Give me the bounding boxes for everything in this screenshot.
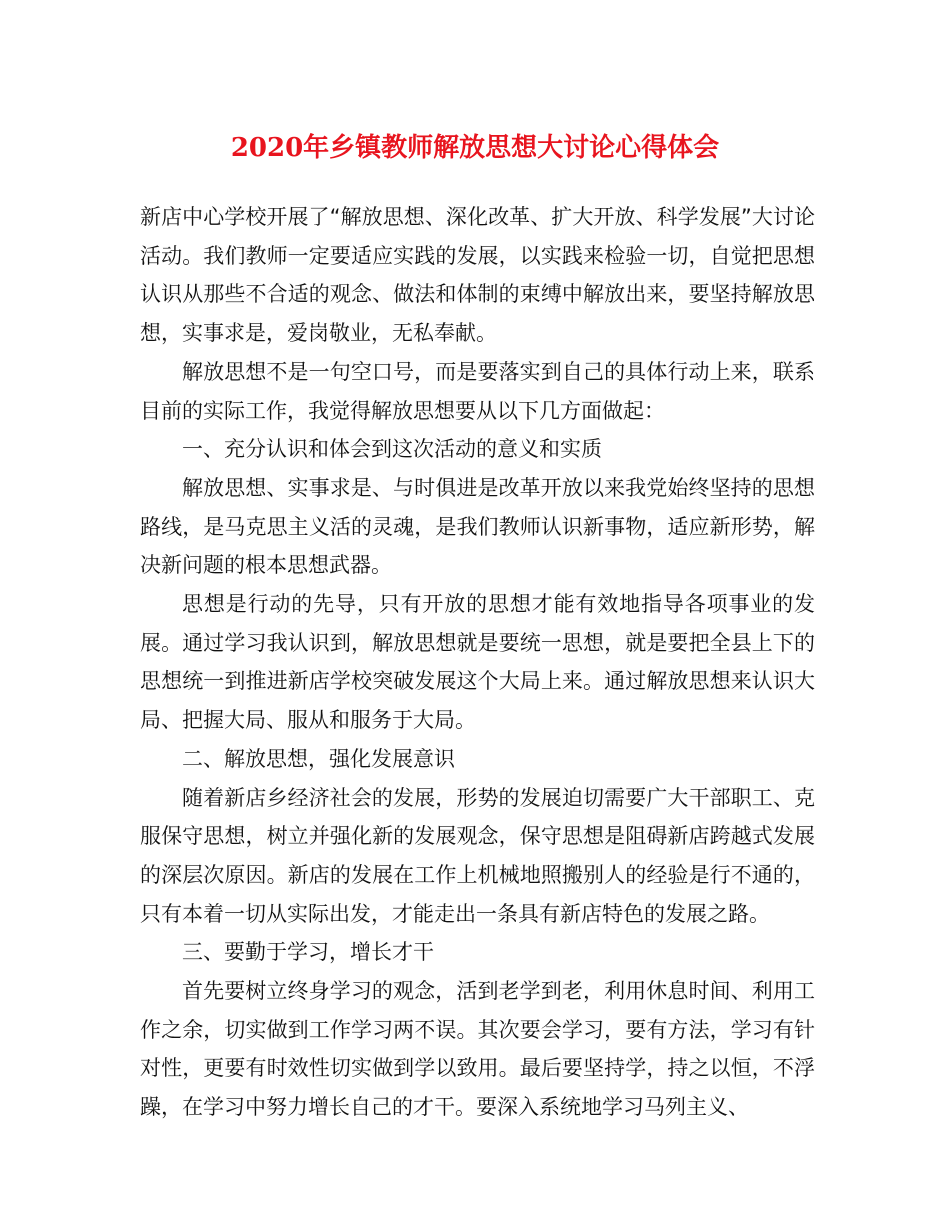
- document-title: 2020年乡镇教师解放思想大讨论心得体会: [230, 133, 720, 163]
- paragraph-section-1b: 思想是行动的先导，只有开放的思想才能有效地指导各项事业的发展。通过学习我认识到，解放思想就是要统一思想，就是要把全县上下的思想统一到推进新店学校突破发展这个大局上来。通过解放思想来认识大局、把握大局、服从和服务于大局。: [140, 592, 815, 733]
- paragraph-section-3: 首先要树立终身学习的观念，活到老学到老，利用休息时间、利用工作之余，切实做到工作学习两不误。其次要会学习，要有方法，学习有针对性，更要有时效性切实做到学以致用。最后要坚持学，持之以恒，不浮躁，在学习中努力增长自己的才干。要深入系统地学习马列主义、: [140, 979, 815, 1120]
- paragraph-intro: 新店中心学校开展了“解放思想、深化改革、扩大开放、科学发展”大讨论活动。我们教师一定要适应实践的发展，以实践来检验一切，自觉把思想认识从那些不合适的观念、做法和体制的束缚中解放出来，要坚持解放思想，实事求是，爱岗敬业，无私奉献。: [140, 205, 815, 346]
- paragraph-approach: 解放思想不是一句空口号，而是要落实到自己的具体行动上来，联系目前的实际工作，我觉得解放思想要从以下几方面做起：: [140, 359, 815, 423]
- paragraph-section-2: 随着新店乡经济社会的发展，形势的发展迫切需要广大干部职工、克服保守思想，树立并强化新的发展观念，保守思想是阻碍新店跨越式发展的深层次原因。新店的发展在工作上机械地照搬别人的经验是行不通的，只有本着一切从实际出发，才能走出一条具有新店特色的发展之路。: [140, 785, 815, 926]
- section-heading-2: 二、解放思想，强化发展意识: [182, 746, 455, 771]
- paragraph-section-1a: 解放思想、实事求是、与时俱进是改革开放以来我党始终坚持的思想路线，是马克思主义活的灵魂，是我们教师认识新事物，适应新形势，解决新问题的根本思想武器。: [140, 475, 815, 578]
- section-heading-1: 一、充分认识和体会到这次活动的意义和实质: [182, 437, 602, 462]
- document-body: [140, 198, 815, 1127]
- section-heading-3: 三、要勤于学习，增长才干: [182, 940, 434, 965]
